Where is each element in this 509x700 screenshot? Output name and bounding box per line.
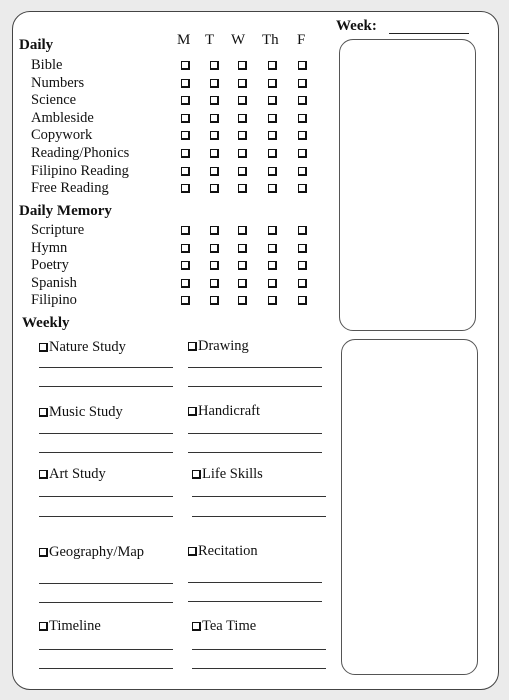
weekly-label: Timeline	[49, 618, 101, 634]
day-checkbox[interactable]	[210, 167, 219, 176]
weekly-item	[188, 403, 328, 454]
subject-label: Poetry	[31, 257, 69, 274]
day-checkbox[interactable]	[268, 79, 277, 88]
day-checkbox[interactable]	[298, 244, 307, 253]
day-checkbox[interactable]	[181, 184, 190, 193]
day-checkbox[interactable]	[238, 296, 247, 305]
weekly-checkbox[interactable]	[188, 407, 197, 416]
weekly-checkbox[interactable]	[192, 622, 201, 631]
day-checkbox[interactable]	[268, 149, 277, 158]
weekly-checkbox[interactable]	[188, 342, 197, 351]
day-checkbox[interactable]	[238, 149, 247, 158]
subject-label: Ambleside	[31, 109, 94, 126]
weekly-item	[192, 618, 332, 670]
weekly-item	[188, 543, 328, 603]
writing-line[interactable]	[39, 367, 173, 368]
day-header: M	[177, 32, 191, 48]
day-checkbox[interactable]	[181, 296, 190, 305]
day-checkbox[interactable]	[238, 167, 247, 176]
day-checkbox[interactable]	[210, 131, 219, 140]
weekly-label: Art Study	[49, 466, 106, 482]
notes-box-top[interactable]	[339, 39, 476, 331]
day-checkbox[interactable]	[210, 296, 219, 305]
day-header: Th	[262, 32, 279, 48]
subject-label: Spanish	[31, 274, 77, 291]
week-label: Week:	[336, 18, 377, 34]
weekly-item	[39, 466, 179, 518]
subject-label: Scripture	[31, 222, 85, 238]
writing-line[interactable]	[39, 452, 173, 453]
day-checkbox[interactable]	[238, 61, 247, 70]
day-checkbox[interactable]	[268, 184, 277, 193]
weekly-label-row	[188, 403, 260, 420]
subject-label: Filipino	[31, 292, 77, 309]
writing-line[interactable]	[188, 452, 322, 453]
writing-line[interactable]	[39, 602, 173, 603]
writing-line[interactable]	[39, 649, 173, 650]
weekly-label-row	[192, 618, 256, 635]
weekly-item	[188, 338, 328, 388]
subject-row	[31, 145, 321, 162]
weekly-label: Drawing	[198, 338, 249, 354]
writing-line[interactable]	[188, 582, 322, 583]
subject-label: Free Reading	[31, 180, 109, 197]
day-checkbox[interactable]	[298, 184, 307, 193]
day-checkbox[interactable]	[210, 149, 219, 158]
subject-row	[31, 57, 321, 74]
day-checkbox[interactable]	[298, 261, 307, 270]
day-checkbox[interactable]	[298, 296, 307, 305]
week-input-line[interactable]	[389, 33, 469, 34]
day-checkbox[interactable]	[181, 279, 190, 288]
day-checkbox[interactable]	[298, 226, 307, 235]
day-checkbox[interactable]	[298, 61, 307, 70]
weekly-label-row	[192, 466, 263, 483]
day-header: W	[231, 32, 246, 48]
day-headers	[176, 32, 316, 50]
day-checkbox[interactable]	[181, 244, 190, 253]
weekly-item	[192, 466, 332, 518]
weekly-label-row	[188, 338, 249, 355]
weekly-label: Tea Time	[202, 618, 257, 634]
weekly-label: Recitation	[198, 543, 258, 559]
day-checkbox[interactable]	[268, 114, 277, 123]
day-checkbox[interactable]	[298, 279, 307, 288]
day-checkbox[interactable]	[181, 167, 190, 176]
subject-row	[31, 110, 321, 127]
day-checkbox[interactable]	[238, 131, 247, 140]
writing-line[interactable]	[39, 386, 173, 387]
day-checkbox[interactable]	[210, 226, 219, 235]
day-checkbox[interactable]	[238, 261, 247, 270]
day-checkbox[interactable]	[238, 244, 247, 253]
day-checkbox[interactable]	[210, 96, 219, 105]
weekly-item	[39, 618, 179, 670]
writing-line[interactable]	[39, 433, 173, 434]
writing-line[interactable]	[39, 668, 173, 669]
weekly-item	[39, 404, 179, 454]
day-checkbox[interactable]	[181, 131, 190, 140]
day-checkbox[interactable]	[298, 167, 307, 176]
weekly-checkbox[interactable]	[192, 470, 201, 479]
day-checkbox[interactable]	[210, 244, 219, 253]
writing-line[interactable]	[39, 583, 173, 584]
subject-label: Hymn	[31, 239, 68, 256]
subject-row	[31, 75, 321, 92]
day-checkbox[interactable]	[238, 184, 247, 193]
day-checkbox[interactable]	[210, 79, 219, 88]
weekly-item	[39, 544, 179, 604]
writing-line[interactable]	[192, 649, 326, 650]
day-checkbox[interactable]	[268, 61, 277, 70]
day-checkbox[interactable]	[210, 114, 219, 123]
subject-label: Numbers	[31, 74, 85, 91]
day-checkbox[interactable]	[210, 184, 219, 193]
subject-row	[31, 275, 321, 292]
subject-row	[31, 127, 321, 144]
day-header: F	[297, 32, 306, 48]
weekly-checkbox[interactable]	[39, 343, 48, 352]
subject-label: Copywork	[31, 127, 93, 144]
writing-line[interactable]	[192, 496, 326, 497]
day-checkbox[interactable]	[298, 79, 307, 88]
weekly-label-row	[188, 543, 258, 560]
subject-label: Filipino Reading	[31, 162, 129, 179]
day-checkbox[interactable]	[181, 61, 190, 70]
subject-row	[31, 222, 321, 239]
day-checkbox[interactable]	[238, 114, 247, 123]
weekly-checkbox[interactable]	[39, 408, 48, 417]
day-checkbox[interactable]	[268, 131, 277, 140]
day-checkbox[interactable]	[181, 261, 190, 270]
weekly-label-row	[39, 466, 106, 483]
weekly-checkbox[interactable]	[39, 622, 48, 631]
subject-label: Reading/Phonics	[31, 145, 130, 161]
daily-memory-section-title: Daily Memory	[19, 203, 112, 219]
day-checkbox[interactable]	[181, 149, 190, 158]
weekly-checkbox[interactable]	[39, 548, 48, 557]
weekly-label: Music Study	[49, 404, 123, 420]
writing-line[interactable]	[192, 516, 326, 517]
weekly-section-title: Weekly	[22, 315, 70, 331]
weekly-label-row	[39, 339, 126, 356]
weekly-checkbox[interactable]	[188, 547, 197, 556]
writing-line[interactable]	[188, 433, 322, 434]
day-checkbox[interactable]	[298, 149, 307, 158]
subject-row	[31, 292, 321, 309]
day-checkbox[interactable]	[268, 261, 277, 270]
writing-line[interactable]	[192, 668, 326, 669]
weekly-label-row	[39, 404, 123, 421]
day-checkbox[interactable]	[181, 226, 190, 235]
day-checkbox[interactable]	[238, 96, 247, 105]
day-checkbox[interactable]	[298, 96, 307, 105]
day-checkbox[interactable]	[181, 96, 190, 105]
day-checkbox[interactable]	[238, 226, 247, 235]
subject-row	[31, 257, 321, 274]
weekly-label-row	[39, 544, 144, 561]
daily-section-title: Daily	[19, 37, 54, 53]
day-header: T	[205, 32, 215, 48]
writing-line[interactable]	[39, 496, 173, 497]
day-checkbox[interactable]	[181, 79, 190, 88]
weekly-checkbox[interactable]	[39, 470, 48, 479]
weekly-label-row	[39, 618, 101, 635]
day-checkbox[interactable]	[268, 244, 277, 253]
writing-line[interactable]	[39, 516, 173, 517]
subject-label: Science	[31, 92, 77, 109]
day-checkbox[interactable]	[268, 296, 277, 305]
weekly-label: Life Skills	[202, 466, 263, 482]
notes-box-bottom[interactable]	[341, 339, 478, 675]
day-checkbox[interactable]	[210, 279, 219, 288]
day-checkbox[interactable]	[268, 279, 277, 288]
weekly-label: Handicraft	[198, 403, 260, 419]
writing-line[interactable]	[188, 601, 322, 602]
weekly-label: Geography/Map	[49, 544, 145, 560]
weekly-item	[39, 339, 179, 388]
day-checkbox[interactable]	[238, 279, 247, 288]
subject-row	[31, 240, 321, 257]
writing-line[interactable]	[188, 367, 322, 368]
day-checkbox[interactable]	[298, 114, 307, 123]
day-checkbox[interactable]	[181, 114, 190, 123]
day-checkbox[interactable]	[268, 167, 277, 176]
day-checkbox[interactable]	[268, 96, 277, 105]
subject-row	[31, 163, 321, 180]
writing-line[interactable]	[188, 386, 322, 387]
subject-row	[31, 180, 321, 197]
day-checkbox[interactable]	[210, 61, 219, 70]
day-checkbox[interactable]	[268, 226, 277, 235]
day-checkbox[interactable]	[298, 131, 307, 140]
subject-label: Bible	[31, 57, 63, 73]
subject-row	[31, 92, 321, 109]
day-checkbox[interactable]	[238, 79, 247, 88]
weekly-label: Nature Study	[49, 339, 126, 355]
day-checkbox[interactable]	[210, 261, 219, 270]
